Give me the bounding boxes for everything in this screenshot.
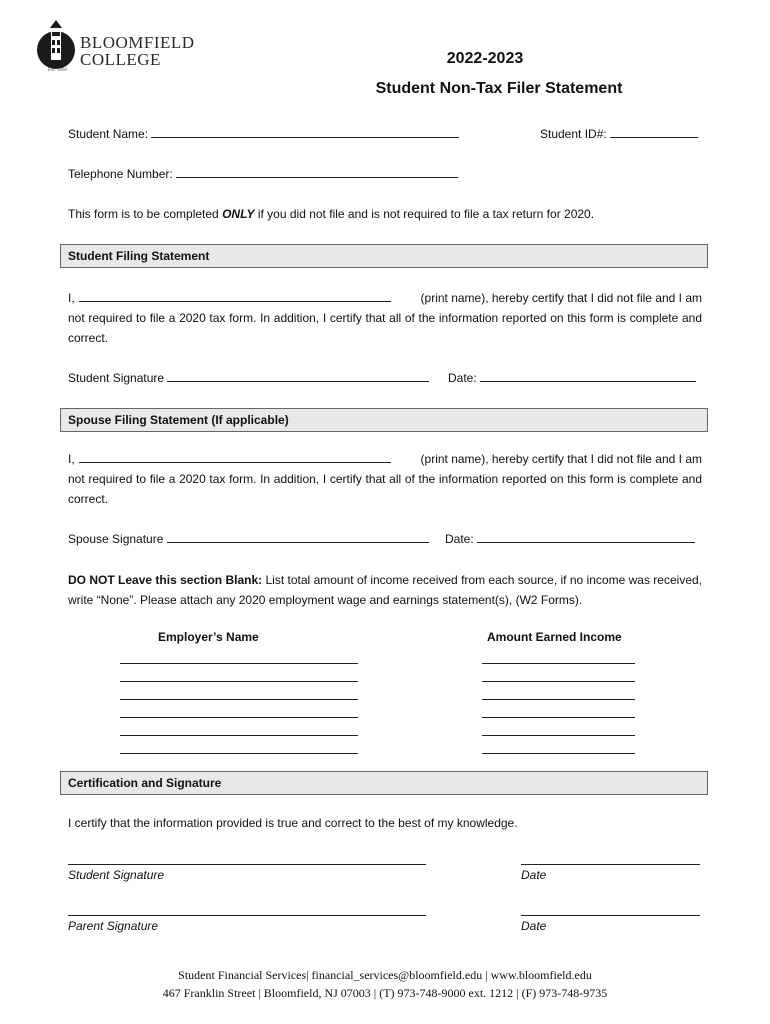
spouse-section-heading: Spouse Filing Statement (If applicable) <box>60 408 708 432</box>
spouse-cert-rest: not required to file a 2020 tax form. In addition, I certify that all of the information reported on this form is complete and correct. <box>68 472 702 506</box>
spouse-date-field[interactable] <box>477 530 695 543</box>
spouse-signature-label: Spouse Signature <box>68 532 164 546</box>
spouse-date-label: Date: <box>445 532 474 546</box>
instruction-before: This form is to be completed <box>68 207 223 221</box>
student-cert-rest: not required to file a 2020 tax form. In addition, I certify that all of the information reported on this form is complete and correct. <box>68 311 702 345</box>
student-signature-field[interactable] <box>167 369 429 382</box>
student-date-label: Date: <box>448 371 477 385</box>
student-cert-line1: (print name), hereby certify that I did not file and I am <box>420 291 702 305</box>
student-date-field[interactable] <box>480 369 696 382</box>
student-date-row <box>448 369 696 386</box>
employer-column-header: Employer’s Name <box>158 630 259 644</box>
spouse-print-name-field[interactable] <box>79 450 391 463</box>
parent-date-caption: Date <box>521 919 547 933</box>
college-logo <box>34 16 194 78</box>
income-instructions <box>68 570 702 610</box>
employer-line[interactable] <box>120 735 358 736</box>
student-name-row <box>68 125 459 142</box>
student-signature-caption: Student Signature <box>68 868 165 882</box>
student-id-label: Student ID#: <box>540 127 607 141</box>
employer-line[interactable] <box>120 681 358 682</box>
student-signature-row <box>68 369 429 386</box>
logo-line1: BLOOMFIELD <box>80 33 195 52</box>
certification-section-heading: Certification and Signature <box>60 771 708 795</box>
spouse-cert-line1: (print name), hereby certify that I did not file and I am <box>420 452 702 466</box>
certification-statement: I certify that the information provided is true and correct to the best of my knowledge. <box>68 816 518 830</box>
spouse-signature-field[interactable] <box>167 530 429 543</box>
telephone-field[interactable] <box>176 165 458 178</box>
employer-line[interactable] <box>120 699 358 700</box>
logo-established: Est. 1868 <box>48 68 67 73</box>
spouse-cert-prefix: I, <box>68 452 75 466</box>
student-signature-label: Student Signature <box>68 371 165 385</box>
footer-contact: Student Financial Services| financial_services@bloomfield.edu | www.bloomfield.edu <box>178 968 592 982</box>
spouse-signature-row <box>68 530 429 547</box>
amount-line[interactable] <box>482 681 635 682</box>
amount-column-header: Amount Earned Income <box>487 630 622 644</box>
student-print-name-field[interactable] <box>79 289 391 302</box>
student-date-caption: Date <box>521 868 547 882</box>
income-warning-text: List total amount of income received from each source, if no income was received, write “None”. Please attach any 2020 employment wage and earnings statement(s), (W2 Forms). <box>68 573 702 607</box>
form-title: Student Non-Tax Filer Statement <box>375 80 623 97</box>
amount-line[interactable] <box>482 735 635 736</box>
logo-line2: COLLEGE <box>80 50 161 69</box>
employer-line[interactable] <box>120 753 358 754</box>
student-final-signature-line[interactable] <box>68 864 426 865</box>
telephone-label: Telephone Number: <box>68 167 173 181</box>
instruction-after: if you did not file and is not required to file a tax return for 2020. <box>254 207 595 221</box>
footer-address: 467 Franklin Street | Bloomfield, NJ 07003 | (T) 973-748-9000 ext. 1212 | (F) 973-748-9735 <box>162 986 608 1000</box>
amount-line[interactable] <box>482 717 635 718</box>
student-certification-text <box>68 288 702 348</box>
student-name-label: Student Name: <box>68 127 149 141</box>
parent-date-line[interactable] <box>521 915 700 916</box>
telephone-row <box>68 165 458 182</box>
student-cert-prefix: I, <box>68 291 75 305</box>
parent-signature-caption: Parent Signature <box>68 919 159 933</box>
student-id-row <box>540 125 698 142</box>
instruction-emphasis: ONLY <box>222 207 255 221</box>
student-final-date-line[interactable] <box>521 864 700 865</box>
employer-line[interactable] <box>120 717 358 718</box>
form-year: 2022-2023 <box>446 50 524 67</box>
instruction-text <box>68 206 594 222</box>
employer-line[interactable] <box>120 663 358 664</box>
amount-line[interactable] <box>482 663 635 664</box>
income-warning-bold: DO NOT Leave this section Blank: <box>68 573 263 587</box>
parent-signature-line[interactable] <box>68 915 426 916</box>
footer <box>0 966 770 1002</box>
student-section-heading: Student Filing Statement <box>60 244 708 268</box>
amount-line[interactable] <box>482 699 635 700</box>
spouse-date-row <box>445 530 695 547</box>
amount-line[interactable] <box>482 753 635 754</box>
student-name-field[interactable] <box>151 125 459 138</box>
spouse-certification-text <box>68 449 702 509</box>
student-id-field[interactable] <box>610 125 698 138</box>
